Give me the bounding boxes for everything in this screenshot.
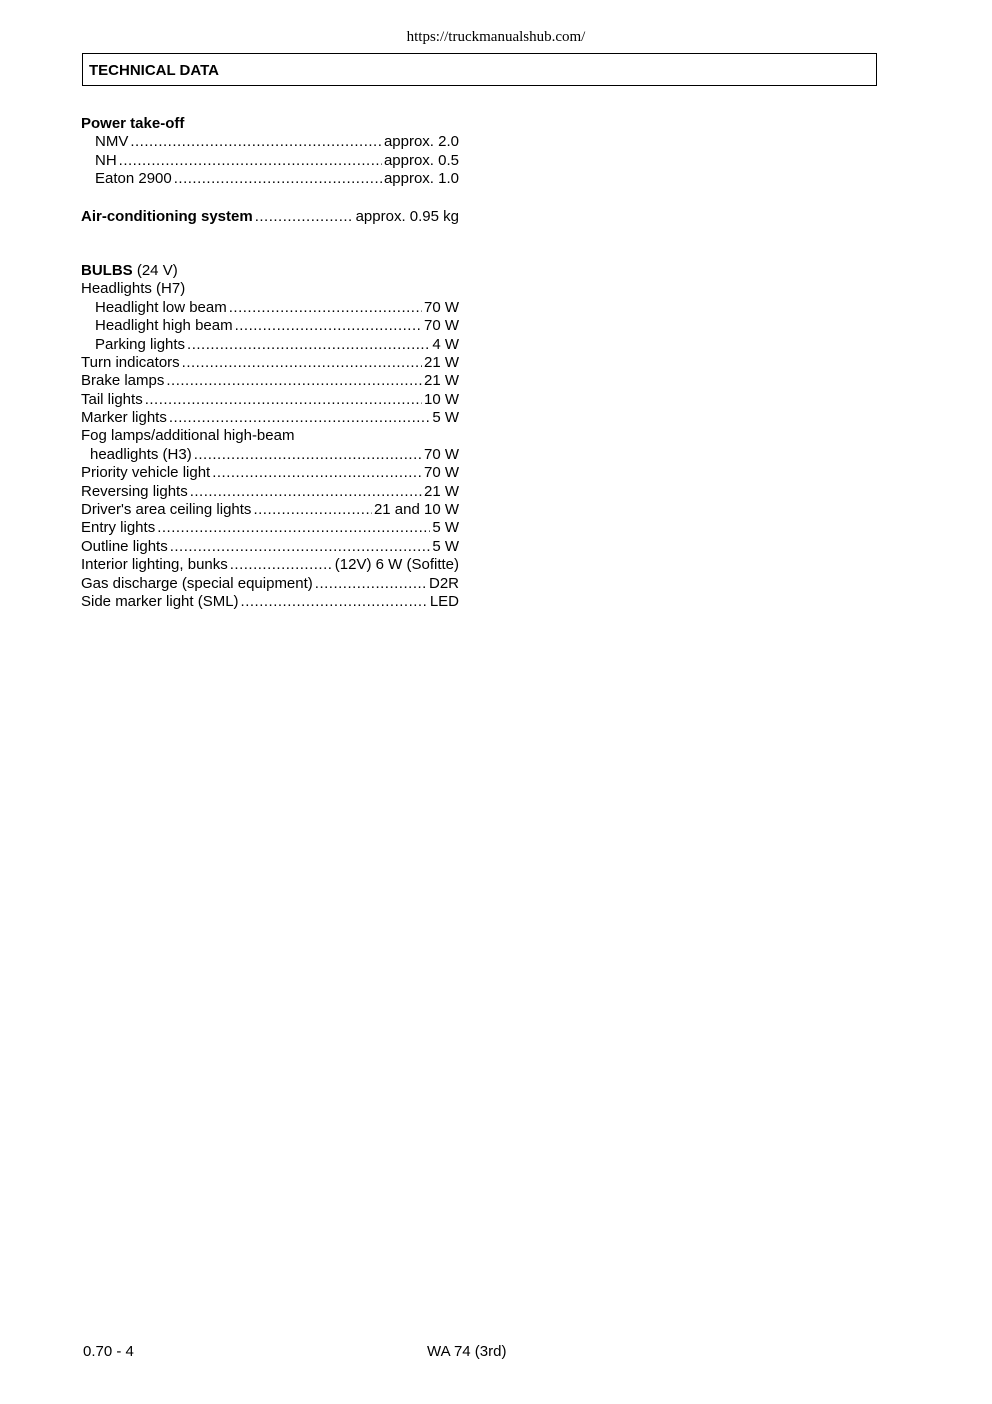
spec-value: 21 W [423,353,459,371]
dot-leader [194,446,422,464]
spec-value: 21 W [423,482,459,500]
spec-row-gas-discharge [81,575,459,593]
spec-label: Turn indicators [81,353,180,371]
spec-label: Brake lamps [81,372,165,390]
spec-row-outline-lights [81,538,459,556]
bulbs-voltage: (24 V) [136,261,178,279]
spec-value: 5 W [432,409,459,427]
spec-row-high-beam [81,317,459,335]
section-title: TECHNICAL DATA [89,62,219,79]
spec-label: Outline lights [81,537,168,555]
spec-value: 70 W [423,445,459,463]
spec-label: Air-conditioning system [81,207,253,225]
spec-label: Marker lights [81,409,167,427]
spec-row-entry-lights [81,519,459,537]
spec-label: NH [95,151,117,169]
spec-row-nmv [81,133,459,151]
spec-label: Headlight low beam [95,298,227,316]
spec-value: 4 W [432,335,459,353]
spec-value: 70 W [423,298,459,316]
spec-row-nh [81,152,459,170]
spec-row-brake-lamps [81,372,459,390]
spec-row-marker-lights [81,409,459,427]
fog-lamps-label: Fog lamps/additional high-beam [81,427,295,445]
dot-leader [230,556,333,574]
spec-row-reversing [81,483,459,501]
spec-label: Interior lighting, bunks [81,556,228,574]
spec-row-parking [81,336,459,354]
dot-leader [212,464,422,482]
spec-value: approx. 0.5 [383,151,459,169]
spec-row-ceiling-lights [81,501,459,519]
dot-leader [182,354,422,372]
spec-row-low-beam [81,299,459,317]
spec-row-tail-lights [81,391,459,409]
dot-leader [166,372,422,390]
spec-row-interior-bunks [81,556,459,574]
spec-row-air-conditioning [81,208,459,226]
spec-label: Reversing lights [81,482,188,500]
spec-value: 5 W [432,537,459,555]
source-url[interactable]: https://truckmanualshub.com/ [406,29,586,45]
dot-leader [315,575,427,593]
spec-label: headlights (H3) [90,445,192,463]
spec-label: Entry lights [81,519,156,537]
spec-value: D2R [428,574,459,592]
spec-row-side-marker [81,593,459,611]
spec-row-priority-vehicle [81,464,459,482]
spec-value: 21 and 10 W [373,501,459,519]
dot-leader [190,483,422,501]
spec-label: Parking lights [95,335,186,353]
spec-label: Headlight high beam [95,317,233,335]
headlights-label: Headlights (H7) [81,280,186,298]
dot-leader [145,391,422,409]
spec-row-turn-indicators [81,354,459,372]
bulbs-heading-line [81,262,459,280]
spec-label: Eaton 2900 [95,170,172,188]
dot-leader [255,208,354,226]
spec-value: 21 W [423,372,459,390]
dot-leader [130,133,382,151]
spec-value: 10 W [423,390,459,408]
spec-value: approx. 0.95 kg [355,207,459,225]
dot-leader [241,593,428,611]
spec-row-eaton [81,170,459,188]
spec-row-fog-headlights [81,446,459,464]
spec-value: 5 W [432,519,459,537]
spec-value: 70 W [423,464,459,482]
spec-label: Side marker light (SML) [81,592,239,610]
dot-leader [169,409,430,427]
spec-label: NMV [95,133,129,151]
dot-leader [187,336,430,354]
dot-leader [157,519,430,537]
dot-leader [170,538,431,556]
spec-value: 70 W [423,317,459,335]
dot-leader [253,501,372,519]
section-header-box [82,53,877,86]
spec-label: Gas discharge (special equipment) [81,574,313,592]
spec-value: LED [429,592,459,610]
dot-leader [229,299,422,317]
power-takeoff-heading: Power take-off [81,115,185,132]
spec-label: Driver's area ceiling lights [81,501,252,519]
spec-value: approx. 2.0 [383,133,459,151]
dot-leader [119,152,382,170]
technical-data-content [81,115,459,611]
spec-value: (12V) 6 W (Sofitte) [334,556,459,574]
bulbs-heading: BULBS [81,261,133,279]
dot-leader [235,317,422,335]
spec-label: Tail lights [81,390,143,408]
dot-leader [174,170,382,188]
document-id: WA 74 (3rd) [427,1343,507,1360]
page-number: 0.70 - 4 [83,1343,134,1360]
spec-label: Priority vehicle light [81,464,211,482]
spec-value: approx. 1.0 [383,170,459,188]
